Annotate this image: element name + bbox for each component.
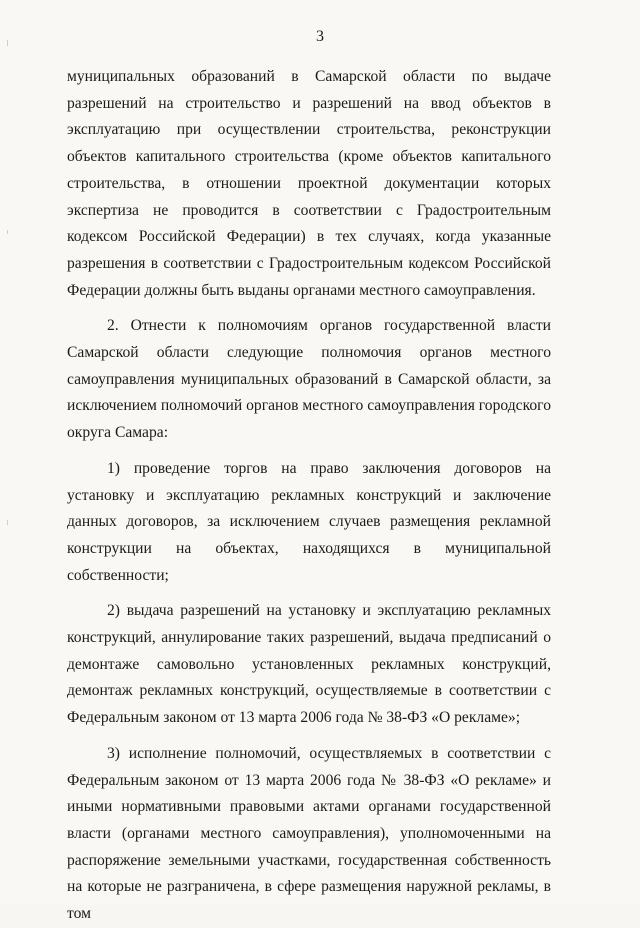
scan-edge-mark	[7, 230, 8, 234]
page-number: 3	[316, 28, 324, 45]
scan-edge-mark	[7, 520, 8, 525]
paragraph-continuation: муниципальных образований в Самарской области по выдаче разрешений на строительство и разрешений на ввод объектов в эксплуатацию при осуществлении строительства, реконструкции объектов капитального строительства (кроме объектов капитального строительства, в отношении проектной документации которых экспертиза не проводится в соответствии с Градостроительным кодексом Российской Федерации) в тех случаях, когда указанные разрешения в соответствии с Градостроительным кодексом Российской Федерации должны быть выданы органами местного самоуправления.	[67, 68, 551, 299]
paragraph-subitem-3: 3) исполнение полномочий, осуществляемых в соответствии с Федеральным законом от 13 марта 2006 года № 38-ФЗ «О рекламе» и иными нормативными правовыми актами органами государственной власти (органами местного самоуправления), уполномоченными на распоряжение земельными участками, государственная собственность на которые не разграничена, в сфере размещения наружной рекламы, в том	[67, 744, 551, 923]
paragraph-subitem-1: 1) проведение торгов на право заключения договоров на установку и эксплуатацию рекламных конструкций и заключение данных договоров, за исключением случаев размещения рекламной конструкции на объектах, находящихся в муниципальной собственности;	[67, 459, 551, 584]
document-body	[67, 64, 551, 928]
paragraph-subitem-2: 2) выдача разрешений на установку и эксплуатацию рекламных конструкций, аннулирование таких разрешений, выдача предписаний о демонтаже самовольно установленных рекламных конструкций, демонтаж рекламных конструкций, осуществляемые в соответствии с Федеральным законом от 13 марта 2006 года № 38-ФЗ «О рекламе»;	[67, 602, 551, 727]
paragraph-item-2: 2. Отнести к полномочиям органов государственной власти Самарской области следующие полномочия органов местного самоуправления муниципальных образований в Самарской области, за исключением полномочий органов местного самоуправления городского округа Самара:	[67, 317, 551, 442]
